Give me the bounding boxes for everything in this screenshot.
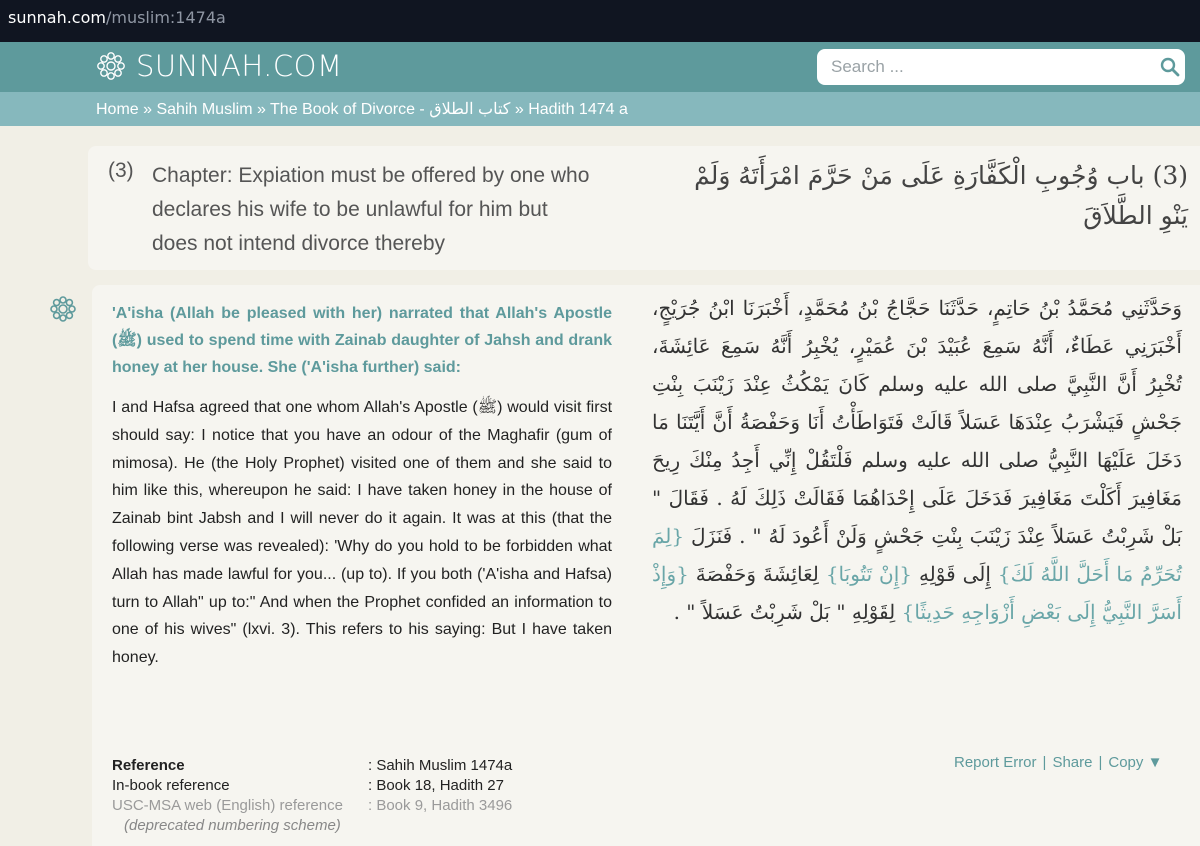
hadith-narrator: 'A'isha (Allah be pleased with her) narrated that Allah's Apostle (ﷺ) used to spend time with Zainab daughter of Jahsh and drank honey at her house. She ('A'isha further) said: xyxy=(112,305,612,376)
logo-text: SUNNAH.COM xyxy=(136,49,343,83)
hadith-english-text: I and Hafsa agreed that one whom Allah's Apostle (ﷺ) would visit first should say: I notice that you have an odour of the Maghafir (gum of mimosa). He (the Holy Prophet) visited one of them and she said to him like this, whereupon he said: I have taken honey in the house of Zainab bint Jabsh and I will never do it again. It was at this (that the following verse was revealed): 'Why do you hold to be forbidden what Allah has made lawful for you... (up to). If you both ('A'isha and Hafsa) turn to Allah" up to:" And when the Prophet confided an information to one of his wives" (lxvi. 3). This refers to his saying: But I have taken honey. xyxy=(112,399,613,667)
breadcrumb-separator: » xyxy=(252,101,271,118)
breadcrumb-hadith: Hadith 1474 a xyxy=(528,101,628,118)
quran-quote: {لِمَ تُحَرِّمُ مَا أَحَلَّ اللَّهُ لَكَ} xyxy=(652,524,1182,586)
deprecated-note: (deprecated numbering scheme) xyxy=(124,817,341,834)
breadcrumb-book[interactable]: The Book of Divorce - كتاب الطلاق xyxy=(270,101,511,118)
reference-value: : Sahih Muslim 1474a xyxy=(368,757,513,774)
reference-row xyxy=(112,756,512,776)
search-icon[interactable] xyxy=(1160,57,1180,77)
breadcrumb-home[interactable]: Home xyxy=(96,101,139,118)
browser-address-bar[interactable] xyxy=(0,0,1200,42)
search-input[interactable] xyxy=(817,49,1185,85)
quran-quote: {إِنْ تَتُوبَا} xyxy=(825,562,913,586)
chapter-arabic-text: باب وُجُوبِ الْكَفَّارَةِ عَلَى مَنْ حَرَّمَ امْرَأَتَهُ وَلَمْ يَنْوِ الطَّلاَقَ xyxy=(694,161,1188,230)
arabic-text-part: إِلَى قَوْلِهِ xyxy=(912,562,998,586)
url-text[interactable] xyxy=(8,8,226,27)
inbook-reference-label: In-book reference xyxy=(112,777,230,794)
arabic-text-part: لِعَائِشَةَ وَحَفْصَةَ xyxy=(688,562,826,586)
breadcrumb-separator: » xyxy=(138,101,157,118)
usc-reference-value: : Book 9, Hadith 3496 xyxy=(368,797,513,814)
arabic-text-part: لِقَوْلِهِ ‏"‏ بَلْ شَرِبْتُ عَسَلاً ‏"‏ ‏.‏ xyxy=(673,600,902,624)
copy-link[interactable]: Copy xyxy=(1108,754,1144,771)
breadcrumb xyxy=(96,99,628,119)
sunnah-logo-icon xyxy=(94,49,128,83)
reference-label: Reference xyxy=(112,757,185,774)
action-separator: | xyxy=(1042,754,1047,771)
share-link[interactable]: Share xyxy=(1052,754,1093,771)
copy-dropdown-icon[interactable]: ▼ xyxy=(1147,754,1163,771)
chapter-title-arabic xyxy=(688,156,1188,236)
hadith-marker-icon xyxy=(48,294,78,324)
inbook-reference-value: : Book 18, Hadith 27 xyxy=(368,777,504,794)
reference-table xyxy=(112,756,512,836)
quran-quote: {وَإِذْ أَسَرَّ النَّبِيُّ إِلَى بَعْضِ أَزْوَاجِهِ حَدِيثًا} xyxy=(652,562,1182,624)
report-error-link[interactable]: Report Error xyxy=(954,754,1037,771)
breadcrumb-separator: » xyxy=(510,101,529,118)
inbook-reference-row xyxy=(112,776,512,796)
breadcrumb-bar xyxy=(0,92,1200,126)
hadith-arabic-text xyxy=(652,289,1182,631)
chapter-number: (3) xyxy=(108,159,134,182)
site-logo[interactable] xyxy=(94,47,342,85)
chapter-number-arabic: (3) xyxy=(1152,161,1188,190)
action-separator: | xyxy=(1098,754,1103,771)
chapter-box xyxy=(88,146,1200,270)
usc-reference-label: USC-MSA web (English) reference xyxy=(112,797,343,814)
usc-reference-row xyxy=(112,796,512,816)
url-domain: sunnah.com xyxy=(8,8,106,27)
url-path: /muslim:1474a xyxy=(105,8,226,27)
hadith-container xyxy=(92,285,1200,846)
breadcrumb-collection[interactable]: Sahih Muslim xyxy=(156,101,253,118)
chapter-title-english: Chapter: Expiation must be offered by one who declares his wife to be unlawful for him but does not intend divorce thereby xyxy=(152,164,590,255)
hadith-actions xyxy=(954,754,1162,771)
arabic-text-part: وَحَدَّثَنِي مُحَمَّدُ بْنُ حَاتِمٍ، حَدَّثَنَا حَجَّاجُ بْنُ مُحَمَّدٍ، أَخْبَرَنَا ابْنُ جُرَيْجٍ، أَخْبَرَنِي عَطَاءٌ، أَنَّهُ سَمِعَ عُبَيْدَ بْنَ عُمَيْرٍ، يُخْبِرُ أَنَّهُ سَمِعَ عَائِشَةَ، تُخْبِرُ أَنَّ النَّبِيَّ صلى الله عليه وسلم كَانَ يَمْكُثُ عِنْدَ زَيْنَبَ بِنْتِ جَحْشٍ فَيَشْرَبُ عِنْدَهَا عَسَلاً قَالَتْ فَتَوَاطَأْتُ أَنَا وَحَفْصَةُ أَنَّ أَيَّتَنَا مَا دَخَلَ عَلَيْهَا النَّبِيُّ صلى الله عليه وسلم فَلْتَقُلْ إِنِّي أَجِدُ مِنْكَ رِيحَ مَغَافِيرَ أَكَلْتَ مَغَافِيرَ فَدَخَلَ عَلَى إِحْدَاهُمَا فَقَالَتْ ذَلِكَ لَهُ ‏.‏ فَقَالَ ‏"‏ بَلْ شَرِبْتُ عَسَلاً عِنْدَ زَيْنَبَ بِنْتِ جَحْشٍ وَلَنْ أَعُودَ لَهُ ‏"‏ ‏.‏ فَنَزَلَ xyxy=(652,296,1182,548)
